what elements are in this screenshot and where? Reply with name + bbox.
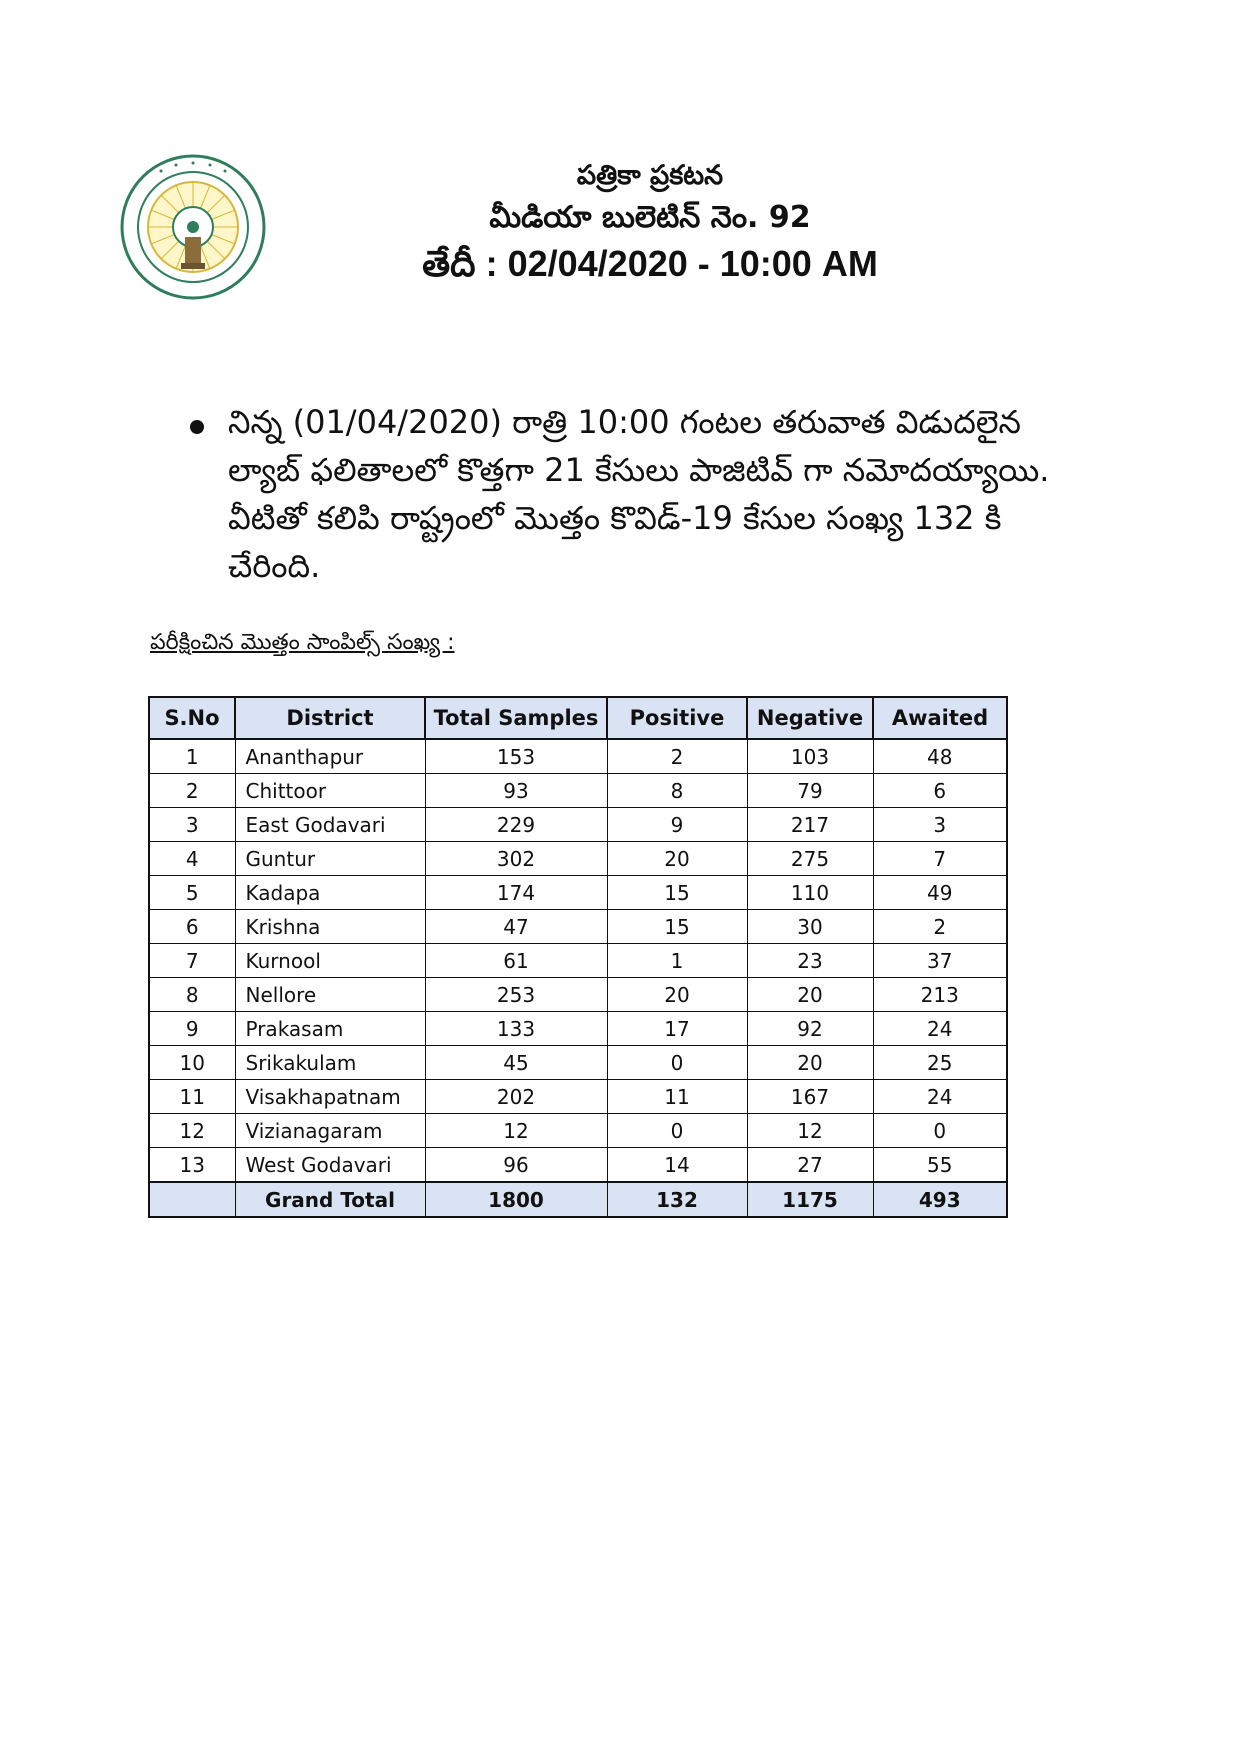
cell-positive: 20 [607,978,747,1012]
cell-awaited: 0 [873,1114,1007,1148]
cell-district: Ananthapur [235,739,425,774]
cell-total-samples: 47 [425,910,607,944]
cell-sno: 13 [149,1148,235,1183]
cell-negative: 23 [747,944,873,978]
cell-awaited: 55 [873,1148,1007,1183]
table-row [149,1046,1007,1080]
table-row [149,910,1007,944]
table-row [149,978,1007,1012]
cell-district: Krishna [235,910,425,944]
cell-awaited: 48 [873,739,1007,774]
cell-awaited: 25 [873,1046,1007,1080]
cell-negative: 92 [747,1012,873,1046]
cell-district: Kadapa [235,876,425,910]
cell-total-samples: 153 [425,739,607,774]
table-row [149,1080,1007,1114]
total-cell-district: Grand Total [235,1182,425,1217]
cell-negative: 20 [747,1046,873,1080]
cell-district: West Godavari [235,1148,425,1183]
cell-total-samples: 302 [425,842,607,876]
cell-awaited: 24 [873,1080,1007,1114]
table-row [149,739,1007,774]
bulletin-date: తేదీ : 02/04/2020 - 10:00 AM [422,243,878,284]
cell-negative: 79 [747,774,873,808]
cell-sno: 3 [149,808,235,842]
table-row [149,1012,1007,1046]
total-cell-negative: 1175 [747,1182,873,1217]
cell-sno: 8 [149,978,235,1012]
cell-district: East Godavari [235,808,425,842]
column-header-positive: Positive [607,697,747,739]
cell-positive: 1 [607,944,747,978]
cell-total-samples: 229 [425,808,607,842]
cell-positive: 15 [607,876,747,910]
grand-total-row [149,1182,1007,1217]
table-row [149,842,1007,876]
cell-total-samples: 61 [425,944,607,978]
cell-positive: 2 [607,739,747,774]
table-row [149,808,1007,842]
total-cell-total-samples: 1800 [425,1182,607,1217]
cell-district: Vizianagaram [235,1114,425,1148]
cell-awaited: 2 [873,910,1007,944]
table-header-row [149,697,1007,739]
total-cell-sno [149,1182,235,1217]
cell-positive: 15 [607,910,747,944]
cell-total-samples: 93 [425,774,607,808]
cell-sno: 9 [149,1012,235,1046]
cell-positive: 20 [607,842,747,876]
cell-district: Srikakulam [235,1046,425,1080]
cell-total-samples: 45 [425,1046,607,1080]
column-header-sno: S.No [149,697,235,739]
press-release-title: పత్రికా ప్రకటన [576,160,724,191]
cell-sno: 10 [149,1046,235,1080]
cell-sno: 12 [149,1114,235,1148]
cell-district: Visakhapatnam [235,1080,425,1114]
cell-total-samples: 202 [425,1080,607,1114]
cell-awaited: 3 [873,808,1007,842]
cell-negative: 20 [747,978,873,1012]
cell-positive: 8 [607,774,747,808]
cell-sno: 5 [149,876,235,910]
cell-awaited: 213 [873,978,1007,1012]
cell-negative: 30 [747,910,873,944]
cell-district: Chittoor [235,774,425,808]
table-row [149,944,1007,978]
cell-sno: 7 [149,944,235,978]
cell-negative: 27 [747,1148,873,1183]
cell-awaited: 49 [873,876,1007,910]
cell-awaited: 24 [873,1012,1007,1046]
cell-total-samples: 12 [425,1114,607,1148]
cell-total-samples: 96 [425,1148,607,1183]
press-release-header [300,156,1000,288]
column-header-negative: Negative [747,697,873,739]
cell-sno: 6 [149,910,235,944]
cell-sno: 1 [149,739,235,774]
total-cell-positive: 132 [607,1182,747,1217]
cell-positive: 0 [607,1114,747,1148]
column-header-district: District [235,697,425,739]
cell-positive: 14 [607,1148,747,1183]
cell-negative: 167 [747,1080,873,1114]
table-row [149,1148,1007,1183]
cell-district: Prakasam [235,1012,425,1046]
cell-negative: 12 [747,1114,873,1148]
cell-negative: 110 [747,876,873,910]
samples-subheading: పరీక్షించిన మొత్తం సాంపిల్స్ సంఖ్య : [150,630,455,655]
table-row [149,774,1007,808]
cell-awaited: 6 [873,774,1007,808]
total-cell-awaited: 493 [873,1182,1007,1217]
bullet-icon [190,420,204,434]
cell-district: Guntur [235,842,425,876]
cell-negative: 275 [747,842,873,876]
table-row [149,1114,1007,1148]
cell-awaited: 37 [873,944,1007,978]
table-row [149,876,1007,910]
bullet-item [190,398,1090,590]
cell-district: Kurnool [235,944,425,978]
cell-total-samples: 253 [425,978,607,1012]
column-header-total-samples: Total Samples [425,697,607,739]
cell-positive: 9 [607,808,747,842]
cell-sno: 11 [149,1080,235,1114]
column-header-awaited: Awaited [873,697,1007,739]
cell-awaited: 7 [873,842,1007,876]
cell-total-samples: 174 [425,876,607,910]
bullet-text: నిన్న (01/04/2020) రాత్రి 10:00 గంటల తరువాత విడుదలైన ల్యాబ్ ఫలితాలలో కొత్తగా 21 కేసులు పాజిటివ్ గా నమోదయ్యాయి. వీటితో కలిపి రాష్ట్రంలో మొత్తం కొవిడ్-19 కేసుల సంఖ్య 132 కి చేరింది. [228,403,1050,585]
cell-sno: 2 [149,774,235,808]
cell-total-samples: 133 [425,1012,607,1046]
cell-positive: 0 [607,1046,747,1080]
cell-district: Nellore [235,978,425,1012]
cell-positive: 17 [607,1012,747,1046]
andhra-pradesh-emblem-icon [119,153,267,301]
bulletin-number: మీడియా బులెటిన్ నెం. 92 [489,200,811,235]
cell-positive: 11 [607,1080,747,1114]
cell-negative: 103 [747,739,873,774]
cell-sno: 4 [149,842,235,876]
samples-table [148,696,1008,1218]
cell-negative: 217 [747,808,873,842]
